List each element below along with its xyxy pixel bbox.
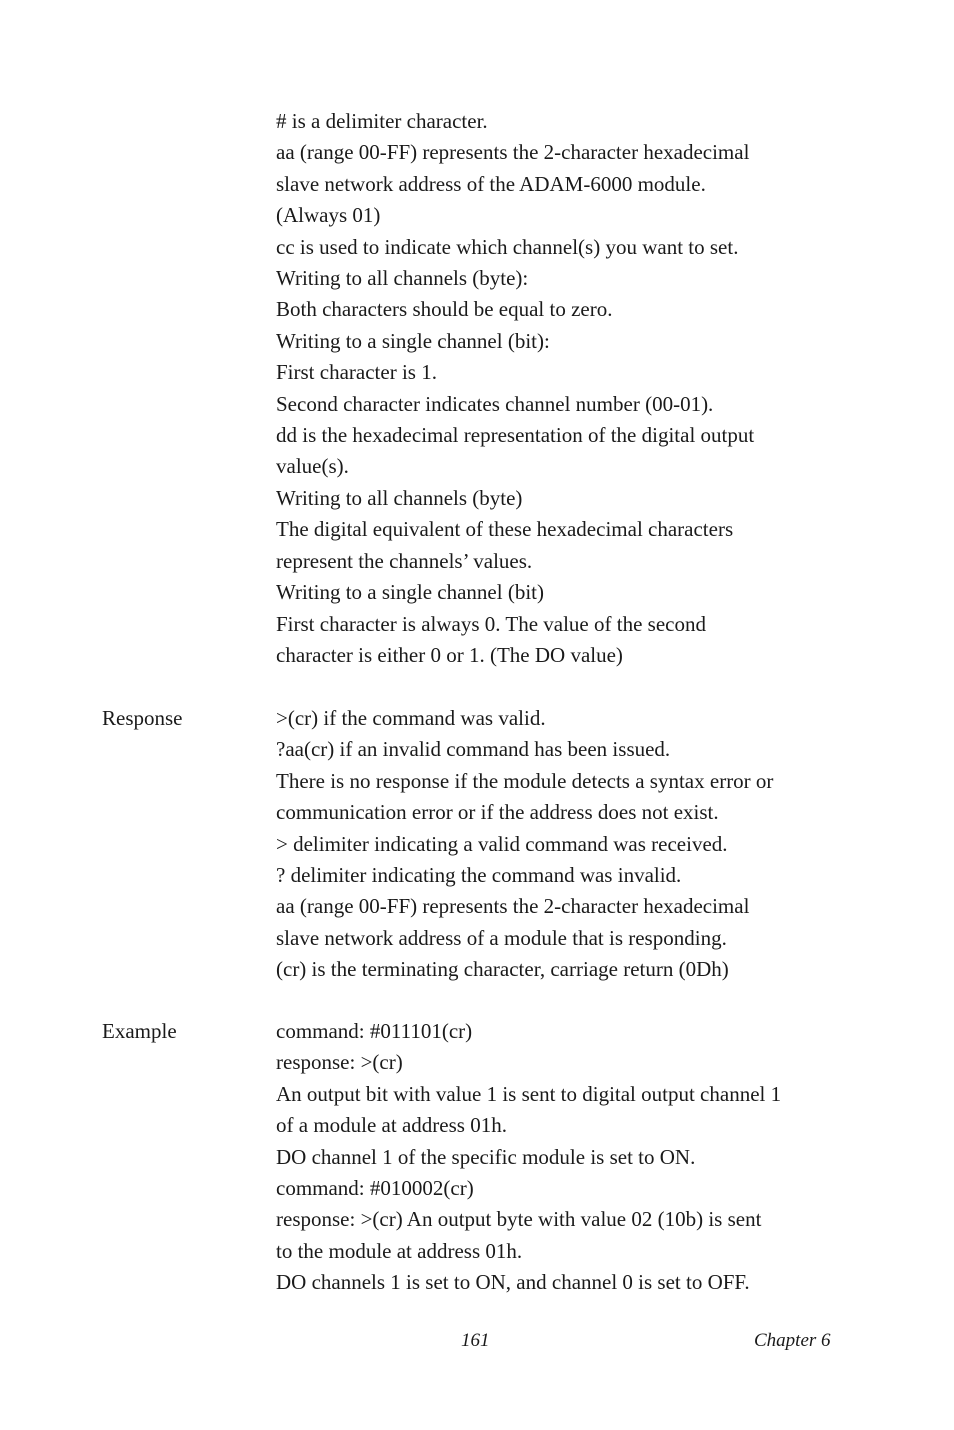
text-line: (cr) is the terminating character, carriage return (0Dh) — [276, 957, 729, 982]
example-text — [276, 1016, 876, 1299]
text-line: First character is always 0. The value of the second — [276, 611, 706, 636]
text-line: command: #011101(cr) — [276, 1019, 473, 1043]
text-line: slave network address of a module that is responding. — [276, 925, 727, 950]
text-line: value(s). — [276, 454, 349, 479]
text-line: communication error or if the address does not exist. — [276, 800, 719, 825]
text-line: DO channel 1 of the specific module is set to ON. — [276, 1144, 696, 1169]
example-label: Example — [102, 1019, 177, 1043]
text-line: ?aa(cr) if an invalid command has been issued. — [276, 737, 671, 762]
text-line: >(cr) if the command was valid. — [276, 706, 546, 730]
text-line: # is a delimiter character. — [276, 109, 488, 133]
text-line: Second character indicates channel number (00-01). — [276, 391, 714, 416]
parameter-description-text — [276, 106, 876, 671]
text-line: slave network address of the ADAM-6000 module. — [276, 171, 706, 196]
text-line: response: >(cr) An output byte with value 02 (10b) is sent — [276, 1207, 762, 1232]
text-line: dd is the hexadecimal representation of the digital output — [276, 423, 755, 448]
text-line: character is either 0 or 1. (The DO value) — [276, 642, 623, 667]
text-line: command: #010002(cr) — [276, 1176, 474, 1201]
text-line: of a module at address 01h. — [276, 1113, 507, 1138]
text-line: DO channels 1 is set to ON, and channel 0 is set to OFF. — [276, 1270, 750, 1295]
text-line: cc is used to indicate which channel(s) you want to set. — [276, 234, 739, 259]
text-line: Writing to a single channel (bit): — [276, 328, 550, 353]
text-line: There is no response if the module detects a syntax error or — [276, 768, 774, 793]
text-line: aa (range 00-FF) represents the 2-character hexadecimal — [276, 894, 750, 919]
text-line: Both characters should be equal to zero. — [276, 297, 613, 322]
text-line: aa (range 00-FF) represents the 2-character hexadecimal — [276, 140, 750, 165]
text-line: to the module at address 01h. — [276, 1238, 523, 1263]
text-line: Writing to all channels (byte): — [276, 266, 529, 291]
chapter-label: Chapter 6 — [754, 1330, 831, 1351]
text-line: The digital equivalent of these hexadecimal characters — [276, 517, 734, 542]
text-line: represent the channels’ values. — [276, 548, 533, 573]
text-line: Writing to a single channel (bit) — [276, 580, 544, 605]
response-text — [276, 703, 876, 986]
text-line: ? delimiter indicating the command was invalid. — [276, 863, 682, 888]
text-line: An output bit with value 1 is sent to digital output channel 1 — [276, 1081, 782, 1106]
response-label: Response — [102, 706, 183, 730]
text-line: First character is 1. — [276, 360, 437, 385]
text-line: (Always 01) — [276, 203, 381, 228]
text-line: > delimiter indicating a valid command was received. — [276, 831, 728, 856]
text-line: response: >(cr) — [276, 1050, 403, 1075]
page-number: 161 — [461, 1330, 490, 1351]
text-line: Writing to all channels (byte) — [276, 485, 523, 510]
